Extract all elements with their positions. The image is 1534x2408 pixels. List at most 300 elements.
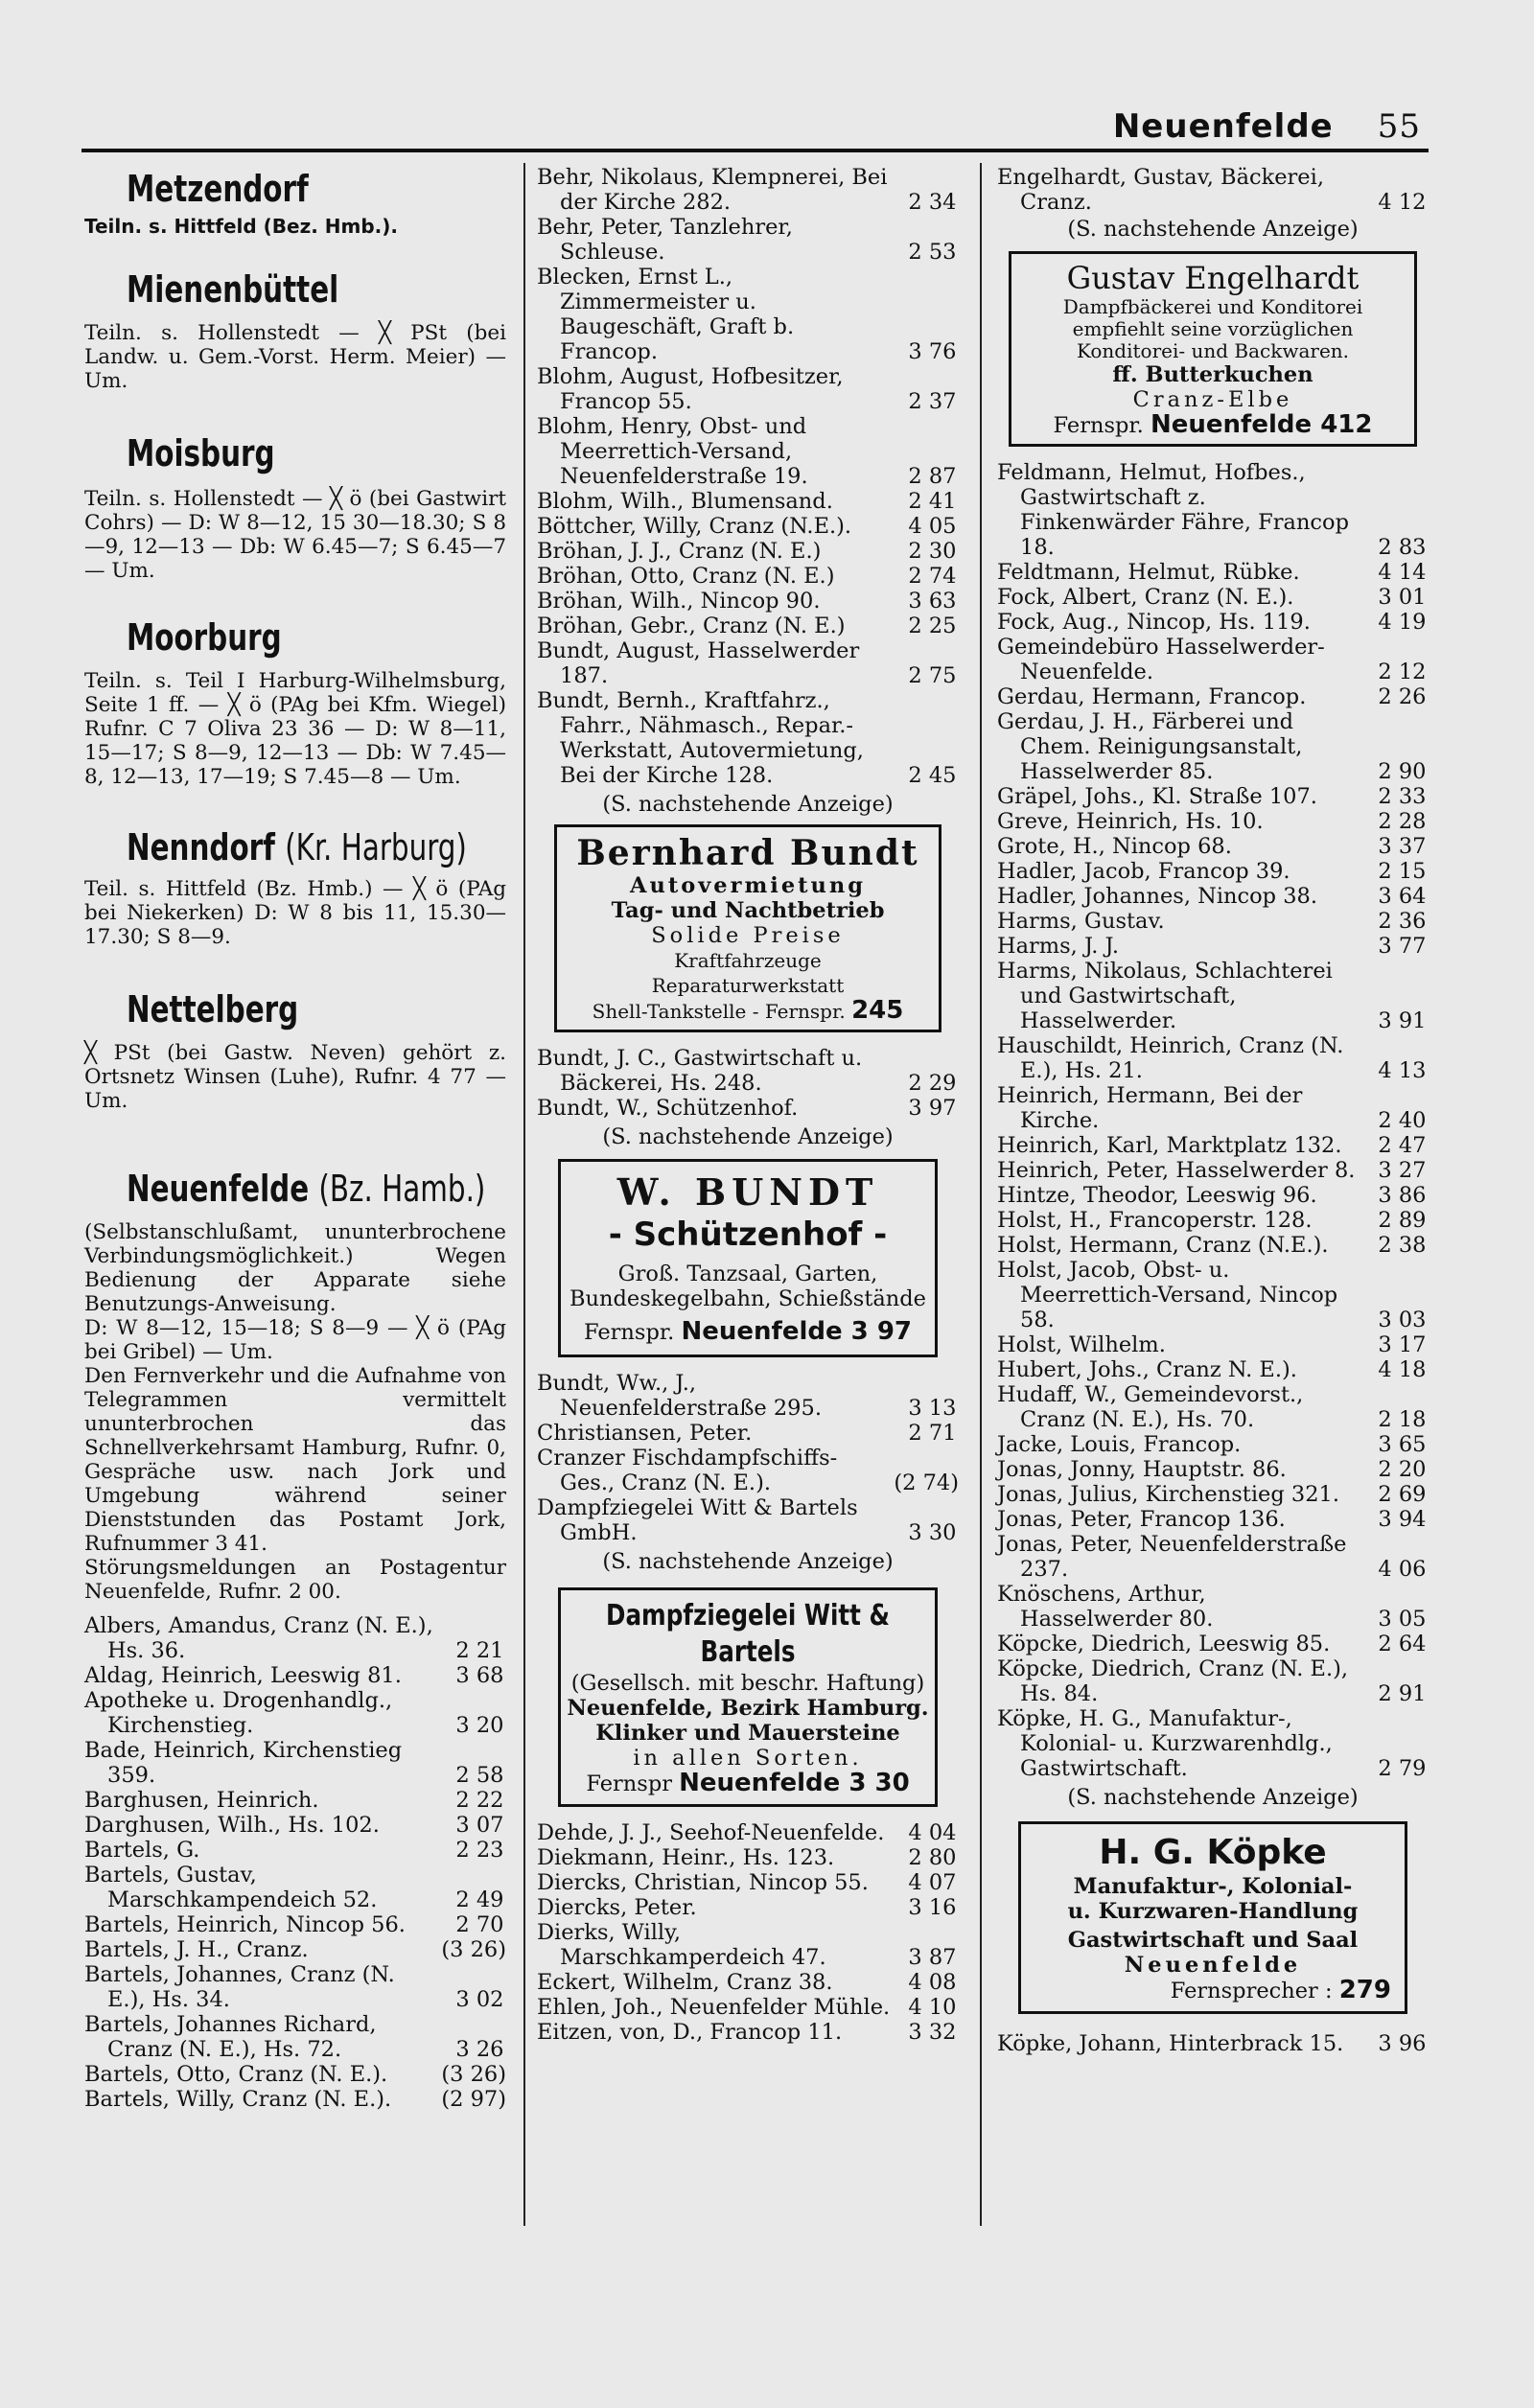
- listing-entry: [84, 1738, 506, 1788]
- listing-number: 2 75: [908, 663, 957, 688]
- listing-entry: [997, 784, 1429, 809]
- listing-name: Köpcke, Diedrich, Cranz (N. E.), Hs. 84.: [997, 1656, 1349, 1706]
- listing-entry: [84, 2012, 506, 2062]
- place-sub-neuenfelde: (Bz. Hamb.): [318, 1168, 486, 1210]
- listing-name: Heinrich, Hermann, Bei der Kirche.: [997, 1083, 1303, 1133]
- listing-name: Gerdau, Hermann, Francop.: [997, 684, 1307, 709]
- listing-number: 2 79: [1378, 1756, 1427, 1781]
- listing-entry: [537, 539, 959, 564]
- listing-entry: [997, 1133, 1429, 1158]
- listing-entry: [537, 1995, 959, 2020]
- ad-koepke-line-1: Manufaktur-, Kolonial-: [1073, 1874, 1353, 1899]
- listing-number: 3 65: [1378, 1432, 1427, 1457]
- place-title-nenndorf: [127, 825, 467, 869]
- listing-name: Köpke, H. G., Manufaktur-, Kolonial- u. Kurzwarenhdlg., Gastwirtschaft.: [997, 1706, 1333, 1781]
- listing-name: Dierks, Willy, Marschkamperdeich 47.: [537, 1920, 826, 1970]
- listing-entry: [997, 1357, 1429, 1382]
- listing-entry: [84, 2087, 506, 2112]
- ad-koepke-line-3: Gastwirtschaft und Saal: [1067, 1928, 1359, 1953]
- listing-number: 4 08: [908, 1970, 957, 1995]
- listing-name: Eitzen, von, D., Francop 11.: [537, 2020, 843, 2045]
- listing-number: 2 23: [455, 1838, 504, 1863]
- listing-entry: [537, 1446, 959, 1495]
- ad-wbundt-number: Neuenfelde 3 97: [681, 1317, 913, 1346]
- listing-name: Jonas, Peter, Neuenfelderstraße 237.: [997, 1532, 1347, 1582]
- listing-entry: [537, 1421, 959, 1446]
- listing-entry: [997, 909, 1429, 934]
- listing-number: 3 68: [455, 1663, 504, 1688]
- listing-name: Hubert, Johs., Cranz N. E.).: [997, 1357, 1297, 1382]
- listing-name: Bundt, W., Schützenhof.: [537, 1096, 799, 1121]
- ad-w-bundt: [558, 1159, 938, 1357]
- listing-name: Fock, Albert, Cranz (N. E.).: [997, 585, 1294, 610]
- listing-entry: [997, 1656, 1429, 1706]
- listing-number: (3 26): [441, 1937, 506, 1962]
- listing-name: Blohm, Henry, Obst- und Meerrettich-Versand, Neuenfelderstraße 19.: [537, 414, 808, 489]
- listing-name: Gräpel, Johs., Kl. Straße 107.: [997, 784, 1317, 809]
- listing-name: Bundt, August, Hasselwerder 187.: [537, 638, 860, 688]
- listing-name: Bundt, Ww., J., Neuenfelderstraße 295.: [537, 1371, 822, 1421]
- entries-col2-a: [537, 165, 959, 788]
- listing-entry: [997, 809, 1429, 834]
- listing-name: Heinrich, Peter, Hasselwerder 8.: [997, 1158, 1356, 1183]
- listing-number: 2 91: [1378, 1681, 1427, 1706]
- ad-ziegelei-phone: [565, 1771, 931, 1796]
- place-info-nenndorf: Teil. s. Hittfeld (Bz. Hmb.) — ╳ ö (PAg bei Niekerken) D: W 8 bis 11, 15.30—17.30; S 8—9.: [84, 877, 506, 949]
- listing-entry: [997, 1233, 1429, 1258]
- ad-gustav-engelhardt: [1009, 251, 1417, 447]
- listing-name: Bartels, Johannes, Cranz (N. E.), Hs. 34.: [84, 1962, 395, 2012]
- listing-number: 2 36: [1378, 909, 1427, 934]
- listing-entry: [997, 1582, 1429, 1632]
- listing-entry: [997, 1532, 1429, 1582]
- listing-name: Bundt, Bernh., Kraftfahrz., Fahrr., Nähmasch., Repar.-Werkstatt, Autovermietung, Bei der Kirche 128.: [537, 688, 864, 788]
- listing-entry: [537, 1495, 959, 1545]
- listing-entry: [84, 1937, 506, 1962]
- ad-hg-koepke: [1018, 1821, 1407, 2014]
- listing-name: Grote, H., Nincop 68.: [997, 834, 1232, 859]
- listing-number: 4 05: [908, 514, 957, 539]
- listing-entry: [84, 1813, 506, 1838]
- listing-number: 2 89: [1378, 1208, 1427, 1233]
- listing-name: Bundt, J. C., Gastwirtschaft u. Bäckerei, Hs. 248.: [537, 1046, 863, 1096]
- listing-number: 3 05: [1378, 1607, 1427, 1632]
- listing-name: Köpke, Johann, Hinterbrack 15.: [997, 2031, 1344, 2056]
- listing-entry: [84, 1613, 506, 1663]
- ad-bundt-number: 245: [851, 996, 904, 1025]
- listing-entry: [537, 638, 959, 688]
- listing-number: 2 80: [908, 1845, 957, 1870]
- listing-entry: [537, 1845, 959, 1870]
- listing-number: 3 32: [908, 2020, 957, 2045]
- listing-entry: [997, 635, 1429, 684]
- listing-entry: [997, 1507, 1429, 1532]
- listing-name: Harms, Nikolaus, Schlachterei und Gastwirtschaft, Hasselwerder.: [997, 959, 1333, 1033]
- neuenfelde-paragraph-4: Störungsmeldungen an Postagentur Neuenfelde, Rufnr. 2 00.: [84, 1556, 506, 1604]
- listing-name: Dampfziegelei Witt & Bartels GmbH.: [537, 1495, 858, 1545]
- listing-name: Gerdau, J. H., Färberei und Chem. Reinigungsanstalt, Hasselwerder 85.: [997, 709, 1303, 784]
- ad-engelhardt-line-4: ff. Butterkuchen: [1112, 362, 1313, 387]
- listing-name: Bartels, Otto, Cranz (N. E.).: [84, 2062, 388, 2087]
- listing-entry: [84, 1962, 506, 2012]
- listing-number: 2 33: [1378, 784, 1427, 809]
- listing-number: 2 74: [908, 564, 957, 589]
- listing-entry: [997, 1183, 1429, 1208]
- listing-name: Holst, H., Francoperstr. 128.: [997, 1208, 1313, 1233]
- listing-number: 3 97: [908, 1096, 957, 1121]
- listing-entry: [84, 2062, 506, 2087]
- ad-ziegelei-line-1: (Gesellsch. mit beschr. Haftung): [570, 1671, 925, 1696]
- ad-ziegelei-line-4: in allen Sorten.: [633, 1746, 863, 1771]
- listing-entry: [537, 589, 959, 614]
- listing-number: 3 94: [1378, 1507, 1427, 1532]
- listing-name: Eckert, Wilhelm, Cranz 38.: [537, 1970, 833, 1995]
- ad-bundt-line-2: Tag- und Nachtbetrieb: [611, 898, 885, 923]
- column-divider-1: [523, 163, 525, 2226]
- ad-engelhardt-name: Gustav Engelhardt: [1066, 260, 1360, 296]
- ad-koepke-number: 279: [1338, 1976, 1391, 2004]
- ad-engelhardt-line-6: Fernspr.: [1053, 413, 1144, 438]
- listing-number: 2 64: [1378, 1632, 1427, 1656]
- listing-entry: [537, 265, 959, 364]
- listing-entry: [997, 1382, 1429, 1432]
- ad-koepke-name: H. G. Köpke: [1099, 1833, 1327, 1872]
- listing-name: Darghusen, Wilh., Hs. 102.: [84, 1813, 380, 1838]
- listing-name: Jonas, Peter, Francop 136.: [997, 1507, 1286, 1532]
- ad-ziegelei-number: Neuenfelde 3 30: [679, 1769, 910, 1797]
- ad-note-ziegelei: (S. nachstehende Anzeige): [602, 1549, 894, 1574]
- listing-number: 3 27: [1378, 1158, 1427, 1183]
- listing-number: 3 16: [908, 1895, 957, 1920]
- listing-name: Cranzer Fischdampfschiffs-Ges., Cranz (N. E.).: [537, 1446, 838, 1495]
- listing-number: 4 10: [908, 1995, 957, 2020]
- listing-number: 3 87: [908, 1945, 957, 1970]
- ad-bernhard-bundt: [554, 824, 941, 1032]
- listing-number: 2 69: [1378, 1482, 1427, 1507]
- listing-entry: [537, 1870, 959, 1895]
- ad-ziegelei-line-2: Neuenfelde, Bezirk Hamburg.: [567, 1696, 929, 1721]
- listing-name: Diercks, Christian, Nincop 55.: [537, 1870, 869, 1895]
- listing-name: Engelhardt, Gustav, Bäckerei, Cranz.: [997, 165, 1324, 215]
- listing-entry: [997, 1706, 1429, 1781]
- listing-number: 3 20: [455, 1713, 504, 1738]
- listing-name: Blohm, August, Hofbesitzer, Francop 55.: [537, 364, 844, 414]
- listing-name: Köpcke, Diedrich, Leeswig 85.: [997, 1632, 1331, 1656]
- listing-entry: [997, 460, 1429, 560]
- listing-number: 2 15: [1378, 859, 1427, 884]
- listing-number: 2 70: [455, 1912, 504, 1937]
- ad-wbundt-line-1: Groß. Tanzsaal, Garten,: [617, 1262, 878, 1286]
- listing-number: 2 47: [1378, 1133, 1427, 1158]
- listing-name: Bartels, Johannes Richard, Cranz (N. E.), Hs. 72.: [84, 2012, 377, 2062]
- ad-wbundt-phone: [565, 1319, 931, 1345]
- ad-koepke-phone: [1025, 1978, 1401, 2003]
- entries-col2-d: [537, 1820, 959, 2045]
- listing-entry: [997, 934, 1429, 959]
- listing-number: 3 64: [1378, 884, 1427, 909]
- listing-entry: [997, 2031, 1429, 2056]
- page-number: 55: [1377, 107, 1421, 146]
- header-title: Neuenfelde: [1112, 107, 1334, 146]
- listing-number: 4 19: [1378, 610, 1427, 635]
- listing-entry: [997, 1083, 1429, 1133]
- listing-number: 3 37: [1378, 834, 1427, 859]
- listing-number: 2 49: [455, 1887, 504, 1912]
- ad-engelhardt-line-5: Cranz-Elbe: [1132, 387, 1293, 412]
- entries-col3-a: [997, 165, 1429, 215]
- listing-entry: [84, 1663, 506, 1688]
- listing-entry: [997, 1332, 1429, 1357]
- listing-name: Blohm, Wilh., Blumensand.: [537, 489, 833, 514]
- listing-name: Bröhan, Otto, Cranz (N. E.): [537, 564, 835, 589]
- listing-entry: [997, 1432, 1429, 1457]
- listing-name: Diercks, Peter.: [537, 1895, 697, 1920]
- listing-entry: [537, 1046, 959, 1096]
- listing-name: Hadler, Jacob, Francop 39.: [997, 859, 1290, 884]
- listing-name: Hauschildt, Heinrich, Cranz (N. E.), Hs. 21.: [997, 1033, 1344, 1083]
- listing-name: Harms, J. J.: [997, 934, 1119, 959]
- ad-engelhardt-line-3: Konditorei- und Backwaren.: [1076, 339, 1350, 362]
- listing-number: 2 83: [1378, 535, 1427, 560]
- listing-number: 4 13: [1378, 1058, 1427, 1083]
- place-info-moorburg: Teiln. s. Teil I Harburg-Wilhelmsburg, Seite 1 ff. — ╳ ö (PAg bei Kfm. Wiegel) Rufnr. C 7 Oliva 23 36 — D: W 8—11, 15—17; S 8—9, 12—13 — Db: W 7.45—8, 12—13, 17—19; S 7.45—8 — Um.: [84, 669, 506, 789]
- listing-name: Blecken, Ernst L., Zimmermeister u. Baugeschäft, Graft b. Francop.: [537, 265, 795, 364]
- ad-bundt-line-4: Kraftfahrzeuge: [674, 949, 822, 972]
- place-info-metzendorf: Teiln. s. Hittfeld (Bez. Hmb.).: [84, 215, 399, 238]
- ad-ziegelei-line-3: Klinker und Mauersteine: [595, 1721, 900, 1746]
- listing-name: Aldag, Heinrich, Leeswig 81.: [84, 1663, 402, 1688]
- place-info-moisburg: Teiln. s. Hollenstedt — ╳ ö (bei Gastwirt Cohrs) — D: W 8—12, 15 30—18.30; S 8—9, 12—13 — Db: W 6.45—7; S 6.45—7 — Um.: [84, 487, 506, 583]
- listing-entry: [997, 560, 1429, 585]
- listing-number: 2 20: [1378, 1457, 1427, 1482]
- ad-note-koepke: (S. nachstehende Anzeige): [1067, 1785, 1359, 1810]
- listing-entry: [997, 709, 1429, 784]
- listing-entry: [84, 1788, 506, 1813]
- listing-entry: [997, 1482, 1429, 1507]
- listing-name: Böttcher, Willy, Cranz (N.E.).: [537, 514, 852, 539]
- listing-number: 4 06: [1378, 1557, 1427, 1582]
- listing-number: 2 30: [908, 539, 957, 564]
- listing-entry: [997, 959, 1429, 1033]
- listing-name: Feldtmann, Helmut, Rübke.: [997, 560, 1300, 585]
- column-divider-2: [980, 163, 982, 2226]
- listing-entry: [537, 514, 959, 539]
- listing-name: Bartels, J. H., Cranz.: [84, 1937, 309, 1962]
- place-name-nenndorf: Nenndorf: [127, 826, 275, 868]
- listing-number: 4 07: [908, 1870, 957, 1895]
- entries-col3-b: [997, 460, 1429, 1781]
- ad-note-bundt: (S. nachstehende Anzeige): [602, 792, 894, 817]
- place-title-neuenfelde: [127, 1167, 486, 1211]
- listing-number: (2 97): [441, 2087, 506, 2112]
- listing-number: 3 07: [455, 1813, 504, 1838]
- listing-entry: [997, 1632, 1429, 1656]
- listing-number: 3 63: [908, 589, 957, 614]
- neuenfelde-paragraph-2: D: W 8—12, 15—18; S 8—9 — ╳ ö (PAg bei Gribel) — Um.: [84, 1316, 506, 1364]
- listing-number: 3 77: [1378, 934, 1427, 959]
- listing-name: Bartels, Willy, Cranz (N. E.).: [84, 2087, 392, 2112]
- ad-ziegelei-name: Dampfziegelei Witt & Bartels: [606, 1599, 890, 1669]
- ad-note-engelhardt: (S. nachstehende Anzeige): [1067, 217, 1359, 242]
- ad-engelhardt-number: Neuenfelde 412: [1150, 410, 1373, 439]
- listing-name: Greve, Heinrich, Hs. 10.: [997, 809, 1264, 834]
- listing-number: 2 28: [1378, 809, 1427, 834]
- ad-engelhardt-line-2: empfiehlt seine vorzüglichen: [1072, 317, 1354, 340]
- listing-name: Jonas, Julius, Kirchenstieg 321.: [997, 1482, 1339, 1507]
- listing-name: Bröhan, Gebr., Cranz (N. E.): [537, 614, 846, 638]
- column-2: [537, 165, 959, 2045]
- listing-number: 2 38: [1378, 1233, 1427, 1258]
- place-title-nettelberg: Nettelberg: [127, 988, 299, 1030]
- listing-entry: [537, 1820, 959, 1845]
- listing-number: 2 45: [908, 763, 957, 788]
- ad-wbundt-line-2: Bundeskegelbahn, Schießstände: [569, 1286, 926, 1311]
- listing-entry: [84, 1863, 506, 1912]
- place-title-mienenbuettel: Mienenbüttel: [127, 268, 339, 311]
- listing-name: Diekmann, Heinr., Hs. 123.: [537, 1845, 835, 1870]
- listing-number: (3 26): [441, 2062, 506, 2087]
- listing-entry: [997, 585, 1429, 610]
- listing-entry: [997, 884, 1429, 909]
- listing-entry: [997, 165, 1429, 215]
- ad-koepke-line-2: u. Kurzwaren-Handlung: [1067, 1899, 1359, 1924]
- listing-entry: [537, 1371, 959, 1421]
- page-header: [1113, 107, 1421, 146]
- listing-number: 2 21: [455, 1638, 504, 1663]
- ad-bundt-line-1: Autovermietung: [630, 873, 866, 898]
- ad-engelhardt-line-1: Dampfbäckerei und Konditorei: [1062, 295, 1363, 318]
- ad-note-schuetzenhof: (S. nachstehende Anzeige): [602, 1124, 894, 1149]
- listing-entry: [537, 2020, 959, 2045]
- place-title-moorburg: Moorburg: [127, 616, 282, 659]
- listing-entry: [537, 1895, 959, 1920]
- listing-entry: [997, 610, 1429, 635]
- listing-number: 2 40: [1378, 1108, 1427, 1133]
- listing-number: 2 53: [908, 240, 957, 265]
- listing-number: 3 02: [455, 1987, 504, 2012]
- listing-name: Bade, Heinrich, Kirchenstieg 359.: [84, 1738, 403, 1788]
- listing-entry: [997, 1033, 1429, 1083]
- listing-number: 2 34: [908, 190, 957, 215]
- listing-number: 3 76: [908, 339, 957, 364]
- listing-name: Apotheke u. Drogenhandlg., Kirchenstieg.: [84, 1688, 393, 1738]
- listing-entry: [537, 1096, 959, 1121]
- listing-entry: [997, 1258, 1429, 1332]
- listing-number: 2 29: [908, 1071, 957, 1096]
- listing-name: Hudaff, W., Gemeindevorst., Cranz (N. E.), Hs. 70.: [997, 1382, 1304, 1432]
- listing-name: Christiansen, Peter.: [537, 1421, 753, 1446]
- listing-name: Bröhan, J. J., Cranz (N. E.): [537, 539, 822, 564]
- listing-name: Ehlen, Joh., Neuenfelder Mühle.: [537, 1995, 891, 2020]
- ad-ziegelei-line-5: Fernspr: [586, 1771, 672, 1796]
- listing-number: 3 17: [1378, 1332, 1427, 1357]
- listing-name: Gemeindebüro Hasselwerder-Neuenfelde.: [997, 635, 1325, 684]
- listing-name: Albers, Amandus, Cranz (N. E.), Hs. 36.: [84, 1613, 433, 1663]
- listing-entry: [537, 414, 959, 489]
- listing-name: Hadler, Johannes, Nincop 38.: [997, 884, 1318, 909]
- listing-number: 2 22: [455, 1788, 504, 1813]
- ad-dampfziegelei: [558, 1587, 938, 1807]
- listing-number: 3 30: [908, 1520, 957, 1545]
- listing-name: Behr, Nikolaus, Klempnerei, Bei der Kirche 282.: [537, 165, 888, 215]
- listing-entry: [537, 364, 959, 414]
- listing-number: 4 04: [908, 1820, 957, 1845]
- listing-number: 2 41: [908, 489, 957, 514]
- listing-number: 3 13: [908, 1396, 957, 1421]
- listing-name: Bröhan, Wilh., Nincop 90.: [537, 589, 821, 614]
- listing-entry: [84, 1838, 506, 1863]
- ad-bundt-line-3: Solide Preise: [651, 923, 845, 948]
- listing-number: 2 90: [1378, 759, 1427, 784]
- listing-name: Dehde, J. J., Seehof-Neuenfelde.: [537, 1820, 885, 1845]
- listing-name: Bartels, G.: [84, 1838, 200, 1863]
- listing-name: Jonas, Jonny, Hauptstr. 86.: [997, 1457, 1287, 1482]
- listing-entry: [84, 1912, 506, 1937]
- entries-col1: [84, 1613, 506, 2112]
- ad-bundt-name: Bernhard Bundt: [576, 833, 919, 873]
- listing-name: Bartels, Heinrich, Nincop 56.: [84, 1912, 406, 1937]
- place-name-neuenfelde: Neuenfelde: [127, 1168, 310, 1210]
- listing-number: (2 74): [894, 1470, 959, 1495]
- listing-name: Knöschens, Arthur, Hasselwerder 80.: [997, 1582, 1214, 1632]
- listing-entry: [537, 489, 959, 514]
- listing-entry: [997, 1208, 1429, 1233]
- place-title-moisburg: Moisburg: [127, 432, 275, 475]
- entries-col2-c: [537, 1371, 959, 1545]
- listing-number: 2 12: [1378, 660, 1427, 684]
- listing-entry: [997, 859, 1429, 884]
- ad-engelhardt-phone: [1015, 412, 1410, 438]
- listing-number: 3 03: [1378, 1308, 1427, 1332]
- place-title-metzendorf: Metzendorf: [127, 168, 309, 210]
- ad-wbundt-name: W. BUNDT: [616, 1170, 879, 1214]
- place-info-nettelberg: ╳ PSt (bei Gastw. Neven) gehört z. Ortsnetz Winsen (Luhe), Rufnr. 4 77 — Um.: [84, 1041, 506, 1113]
- listing-entry: [537, 614, 959, 638]
- listing-number: 3 96: [1378, 2031, 1427, 2056]
- listing-entry: [84, 1688, 506, 1738]
- listing-number: 4 18: [1378, 1357, 1427, 1382]
- listing-entry: [997, 834, 1429, 859]
- listing-name: Behr, Peter, Tanzlehrer, Schleuse.: [537, 215, 793, 265]
- listing-number: 3 01: [1378, 585, 1427, 610]
- listing-number: 2 26: [1378, 684, 1427, 709]
- listing-entry: [537, 215, 959, 265]
- listing-entry: [997, 684, 1429, 709]
- listing-entry: [537, 1970, 959, 1995]
- header-rule: [81, 149, 1429, 152]
- listing-number: 2 25: [908, 614, 957, 638]
- ad-koepke-line-5: Fernsprecher :: [1170, 1979, 1333, 2003]
- ad-wbundt-sub: - Schützenhof -: [608, 1216, 888, 1254]
- listing-entry: [537, 1920, 959, 1970]
- listing-entry: [537, 688, 959, 788]
- listing-number: 3 91: [1378, 1008, 1427, 1033]
- listing-number: 4 12: [1378, 190, 1427, 215]
- listing-number: 3 86: [1378, 1183, 1427, 1208]
- listing-name: Holst, Jacob, Obst- u. Meerrettich-Versand, Nincop 58.: [997, 1258, 1338, 1332]
- entries-col2-b: [537, 1046, 959, 1121]
- listing-name: Heinrich, Karl, Marktplatz 132.: [997, 1133, 1342, 1158]
- ad-bundt-line-5: Reparaturwerkstatt: [651, 974, 845, 997]
- ad-wbundt-line-3: Fernspr.: [583, 1320, 675, 1345]
- listing-name: Fock, Aug., Nincop, Hs. 119.: [997, 610, 1311, 635]
- ad-koepke-line-4: Neuenfelde: [1124, 1953, 1302, 1978]
- listing-name: Holst, Hermann, Cranz (N.E.).: [997, 1233, 1329, 1258]
- listing-number: 2 58: [455, 1763, 504, 1788]
- listing-number: 2 71: [908, 1421, 957, 1446]
- listing-name: Feldmann, Helmut, Hofbes., Gastwirtschaft z. Finkenwärder Fähre, Francop 18.: [997, 460, 1349, 560]
- entries-col3-c: [997, 2031, 1429, 2056]
